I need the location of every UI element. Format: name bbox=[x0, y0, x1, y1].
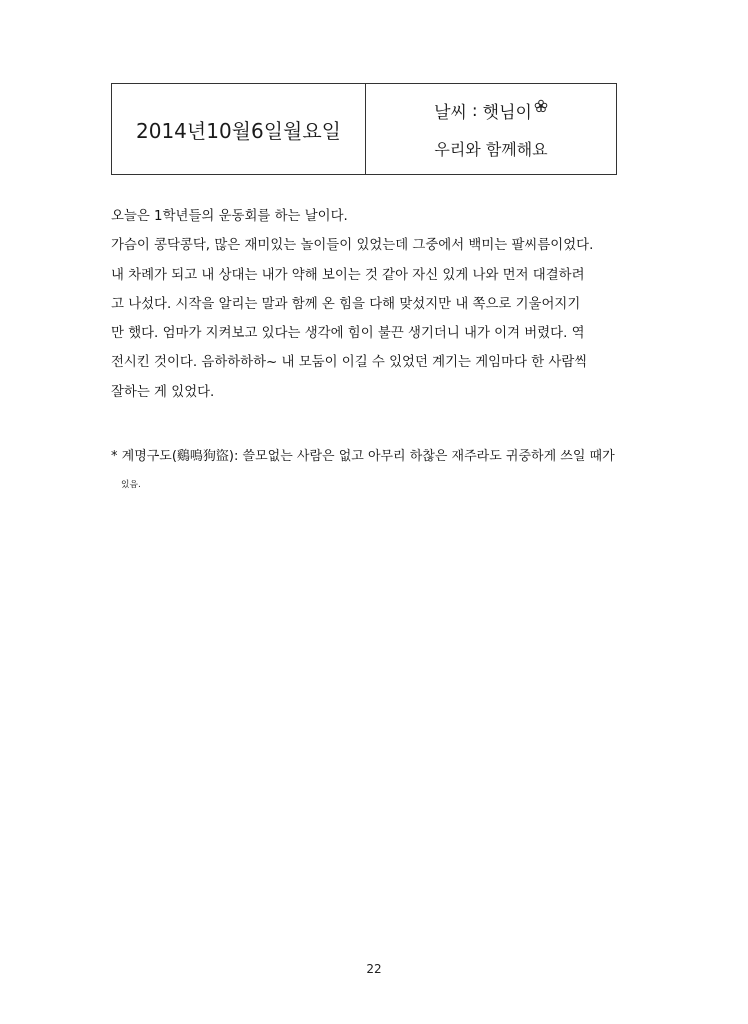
diary-header-table bbox=[111, 83, 617, 175]
diary-subtitle: 우리와 함께해요 bbox=[434, 140, 548, 159]
page-number: 22 bbox=[366, 962, 382, 976]
footnote bbox=[111, 442, 621, 500]
date-cell bbox=[112, 84, 366, 174]
body-line: 전시킨 것이다. 음하하하하~ 내 모둠이 이길 수 있었던 계기는 게임마다 한 사람씩 bbox=[111, 355, 588, 371]
weather-label: 날씨 bbox=[434, 103, 467, 123]
weather-value: 햇님이 bbox=[482, 103, 532, 123]
footnote-line: 있음. bbox=[121, 480, 141, 490]
weather-cell bbox=[366, 84, 616, 174]
weather-line bbox=[434, 98, 548, 123]
diary-body bbox=[111, 202, 621, 407]
body-line: 오늘은 1학년들의 운동회를 하는 날이다. bbox=[111, 209, 348, 224]
body-line: 가슴이 콩닥콩닥, 많은 재미있는 놀이들이 있었는데 그중에서 백미는 팔씨름이었다. bbox=[111, 238, 594, 254]
body-line: 만 했다. 엄마가 지켜보고 있다는 생각에 힘이 불끈 생기더니 내가 이겨 버렸다. 역 bbox=[111, 326, 585, 342]
diary-date: 2014년10월6일월요일 bbox=[136, 118, 341, 143]
weather-separator: : bbox=[471, 100, 478, 121]
footnote-line: * 계명구도(鷄鳴狗盜): 쓸모없는 사람은 없고 아무리 하찮은 재주라도 귀중하게 쓰일 때가 bbox=[111, 449, 615, 464]
body-line: 고 나섰다. 시작을 알리는 말과 함께 온 힘을 다해 맞섰지만 내 쪽으로 기울어지기 bbox=[111, 296, 581, 312]
body-line: 내 차례가 되고 내 상대는 내가 약해 보이는 것 같아 자신 있게 나와 먼저 대결하려 bbox=[111, 267, 585, 283]
flower-icon bbox=[534, 98, 548, 112]
body-line: 잘하는 게 있었다. bbox=[111, 384, 215, 400]
